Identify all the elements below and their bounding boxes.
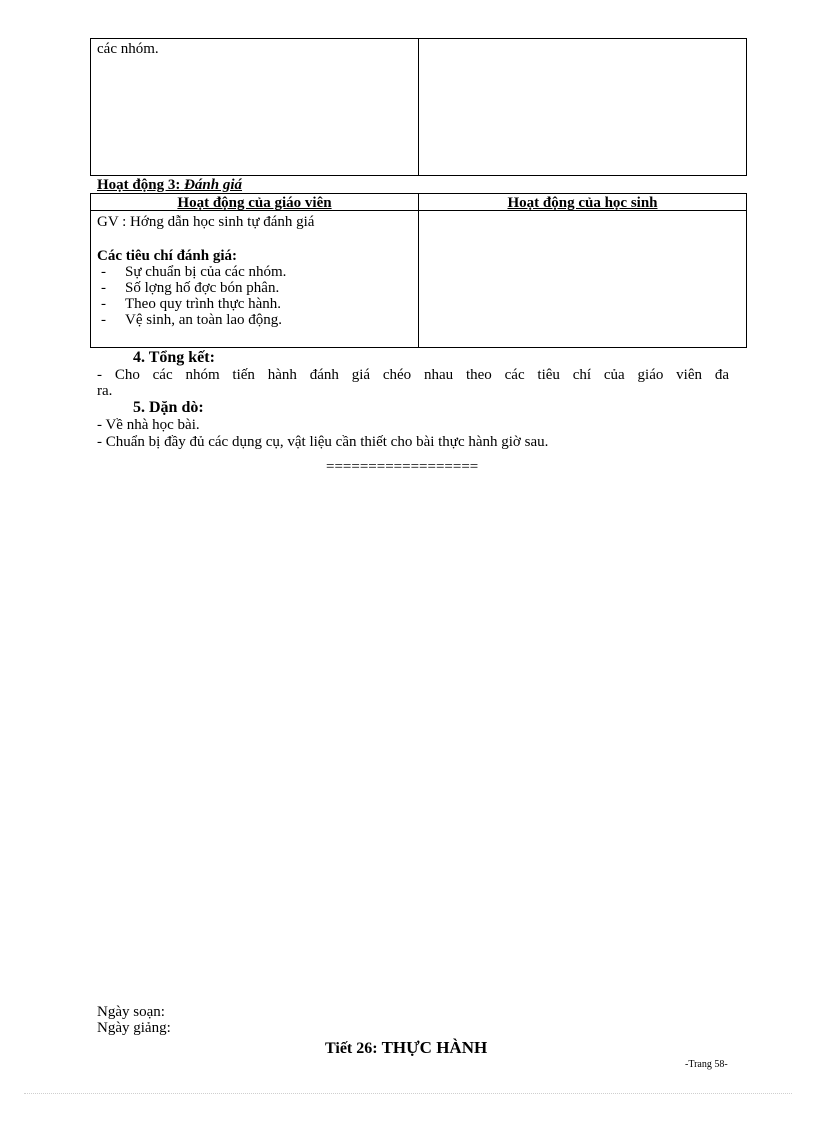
lesson-title: THỰC HÀNH: [381, 1038, 488, 1057]
criteria-item: [101, 312, 282, 328]
page-bottom-border: [24, 1093, 792, 1094]
dash-marker: -: [101, 296, 106, 312]
dash-marker: -: [101, 264, 106, 280]
criteria-text: Sự chuẩn bị của các nhóm.: [125, 264, 287, 280]
criteria-title: Các tiêu chí đánh giá:: [97, 248, 238, 264]
dash-marker: -: [101, 312, 106, 328]
header-student: Hoạt động của học sinh: [507, 195, 658, 211]
criteria-text: Theo quy trình thực hành.: [125, 296, 282, 312]
table-divider: [418, 39, 419, 175]
activity-3-title: Đánh giá: [184, 177, 243, 193]
teach-date-label: Ngày giảng:: [97, 1020, 171, 1036]
summary-heading: 4. Tổng kết:: [133, 349, 215, 366]
criteria-item: [101, 280, 279, 296]
teacher-intro: GV : Hớng dẫn học sinh tự đánh giá: [97, 214, 315, 230]
lesson-prefix: Tiết 26:: [325, 1040, 378, 1057]
prep-date-label: Ngày soạn:: [97, 1004, 165, 1020]
activity-table: [90, 193, 747, 348]
activity-3-prefix: Hoạt động 3:: [97, 177, 181, 193]
table-divider: [418, 194, 419, 347]
section-separator: ==================: [326, 459, 479, 475]
criteria-item: [101, 264, 286, 280]
header-teacher: Hoạt động của giáo viên: [177, 195, 332, 211]
page-number: -Trang 58-: [685, 1059, 728, 1070]
criteria-text: Số lợng hố đợc bón phân.: [125, 280, 280, 296]
dash-marker: -: [101, 280, 106, 296]
homework-line: - Về nhà học bài.: [97, 417, 200, 433]
summary-line: ra.: [97, 383, 113, 399]
activity-3-heading: [97, 177, 242, 193]
lesson-heading: [325, 1038, 487, 1059]
criteria-text: Vệ sinh, an toàn lao động.: [125, 312, 283, 328]
teacher-cell-text: các nhóm.: [97, 41, 159, 57]
continuation-table: [90, 38, 747, 176]
criteria-item: [101, 296, 281, 312]
homework-line: - Chuẩn bị đầy đủ các dụng cụ, vật liệu cần thiết cho bài thực hành giờ sau.: [97, 434, 549, 450]
homework-heading: 5. Dặn dò:: [133, 399, 204, 416]
summary-line: - Cho các nhóm tiến hành đánh giá chéo nhau theo các tiêu chí của giáo viên đa: [97, 367, 729, 383]
